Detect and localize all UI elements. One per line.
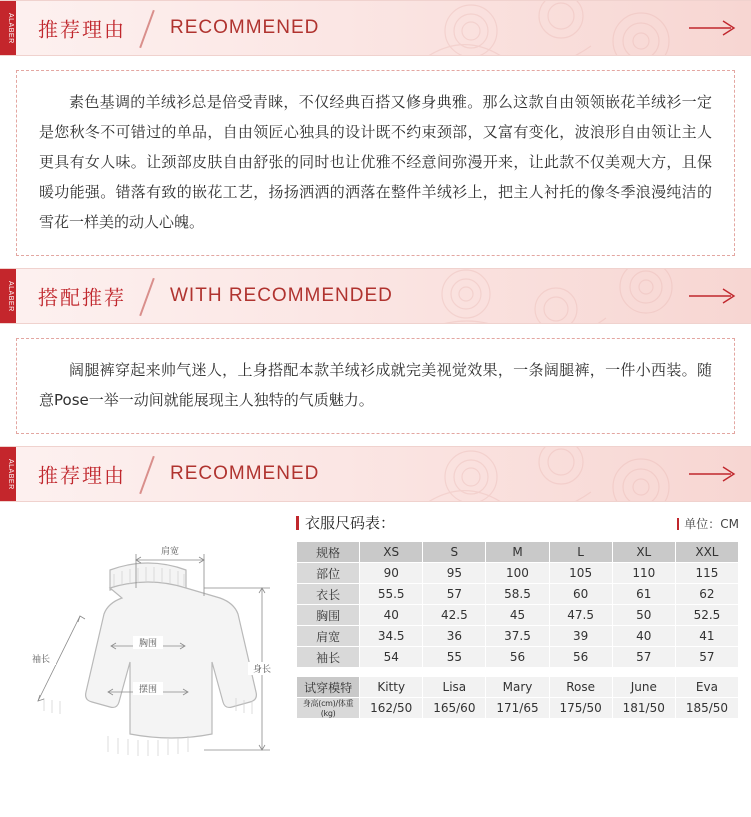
cell-size-xxl: XXL [675,542,738,563]
row-label-length: 衣长 [297,584,360,605]
section-title-en: RECOMMENED [170,17,320,38]
garment-measure-diagram [8,512,290,771]
with-recommended-text: 阔腿裤穿起来帅气迷人，上身搭配本款羊绒衫成就完美视觉效果，一条阔腿裤，一件小西装。随意Pose一举一动间就能展现主人独特的气质魅力。 [39,361,712,409]
table-row [297,626,739,647]
cell-part-l: 105 [549,563,612,584]
cell-size-xs: XS [360,542,423,563]
cell-bust-xl: 50 [612,605,675,626]
sweater-outline-svg [8,536,290,766]
table-row [297,605,739,626]
cell-sleeve-xxl: 57 [675,647,738,668]
table-spacer-row [297,668,739,677]
table-row-spec-header [297,542,739,563]
cell-bust-m: 45 [486,605,549,626]
label-length: 身长 [252,665,272,675]
section-title-en: RECOMMENED [170,463,320,484]
cell-model-6: Eva [675,677,738,698]
cell-model-4: Rose [549,677,612,698]
row-label-bust: 胸围 [297,605,360,626]
brand-side-tab: ALABER [0,269,16,323]
size-info-area [0,502,751,777]
cell-sleeve-xl: 57 [612,647,675,668]
cell-sleeve-m: 56 [486,647,549,668]
cell-sleeve-s: 55 [423,647,486,668]
cell-model-5: June [612,677,675,698]
section-title-cn: 推荐理由 [38,17,126,42]
label-hem: 摆围 [138,685,158,695]
rose-decoration [411,268,711,324]
cell-metric-3: 171/65 [486,698,549,719]
spacer-cell [297,668,739,677]
cell-shoulder-s: 36 [423,626,486,647]
row-label-model: 试穿模特 [297,677,360,698]
arrow-right-icon [689,19,737,37]
cell-sleeve-l: 56 [549,647,612,668]
label-bust: 胸围 [138,639,158,649]
title-slash-divider [139,278,155,316]
cell-bust-xxl: 52.5 [675,605,738,626]
title-slash-divider [139,10,155,48]
cell-length-s: 57 [423,584,486,605]
section-header-with-recommended [0,268,751,324]
with-recommended-body-box [16,338,735,434]
table-row-models [297,677,739,698]
size-table-panel [290,512,743,719]
cell-bust-xs: 40 [360,605,423,626]
cell-shoulder-xs: 34.5 [360,626,423,647]
recommend-reason-body-box-1 [16,70,735,256]
cell-bust-s: 42.5 [423,605,486,626]
cell-sleeve-xs: 54 [360,647,423,668]
cell-length-xxl: 62 [675,584,738,605]
cell-metric-1: 162/50 [360,698,423,719]
size-table-header [296,512,739,541]
size-table-unit-wrap [677,515,739,532]
unit-accent-bar [677,518,679,530]
cell-bust-l: 47.5 [549,605,612,626]
size-table-title: 衣服尺码表： [305,514,396,532]
row-label-shoulder: 肩宽 [297,626,360,647]
row-label-sleeve: 袖长 [297,647,360,668]
cell-part-xs: 90 [360,563,423,584]
recommend-reason-text-1: 素色基调的羊绒衫总是倍受青睐，不仅经典百搭又修身典雅。那么这款自由领领嵌花羊绒衫一定是您秋冬不可错过的单品，自由领匠心独具的设计既不约束颈部，又富有变化，波浪形自由领让主人更具有女人味。让颈部皮肤自由舒张的同时也让优雅不经意间弥漫开来，让此款不仅美观大方，且保暖功能强。错落有致的嵌花工艺，扬扬洒洒的洒落在整件羊绒衫上，把主人衬托的像冬季浪漫纯洁的雪花一样美的动人心魄。 [39,93,712,231]
rose-decoration [411,446,711,502]
cell-length-m: 58.5 [486,584,549,605]
cell-size-s: S [423,542,486,563]
cell-part-label: 部位 [297,563,360,584]
cell-shoulder-l: 39 [549,626,612,647]
cell-metric-4: 175/50 [549,698,612,719]
cell-metric-6: 185/50 [675,698,738,719]
brand-side-tab: ALABER [0,1,16,55]
cell-shoulder-m: 37.5 [486,626,549,647]
table-row-model-metrics [297,698,739,719]
cell-size-xl: XL [612,542,675,563]
cell-part-xl: 110 [612,563,675,584]
size-table [296,541,739,719]
cell-part-s: 95 [423,563,486,584]
section-title-cn: 推荐理由 [38,463,126,488]
cell-length-xl: 61 [612,584,675,605]
cell-part-m: 100 [486,563,549,584]
cell-model-3: Mary [486,677,549,698]
cell-metric-5: 181/50 [612,698,675,719]
brand-side-tab: ALABER [0,447,16,501]
row-label-model-metric: 身高(cm)/体重(kg) [297,698,360,719]
cell-part-xxl: 115 [675,563,738,584]
cell-length-xs: 55.5 [360,584,423,605]
arrow-right-icon [689,287,737,305]
cell-shoulder-xxl: 41 [675,626,738,647]
cell-size-m: M [486,542,549,563]
cell-metric-2: 165/60 [423,698,486,719]
section-title-cn: 搭配推荐 [38,285,126,310]
cell-model-2: Lisa [423,677,486,698]
size-table-title-wrap [296,512,395,533]
cell-length-l: 60 [549,584,612,605]
section-title-en: WITH RECOMMENDED [170,285,393,306]
table-row-part-header [297,563,739,584]
label-shoulder: 肩宽 [160,547,180,557]
table-row [297,584,739,605]
section-header-recommend-reason-2 [0,446,751,502]
cell-size-l: L [549,542,612,563]
size-table-unit: 单位：CM [684,517,739,531]
label-sleeve: 袖长 [31,655,51,665]
title-accent-bar [296,516,299,530]
cell-spec-label: 规格 [297,542,360,563]
rose-decoration [411,0,711,56]
arrow-right-icon [689,465,737,483]
title-slash-divider [139,456,155,494]
table-row [297,647,739,668]
section-header-recommend-reason-1 [0,0,751,56]
cell-model-1: Kitty [360,677,423,698]
cell-shoulder-xl: 40 [612,626,675,647]
